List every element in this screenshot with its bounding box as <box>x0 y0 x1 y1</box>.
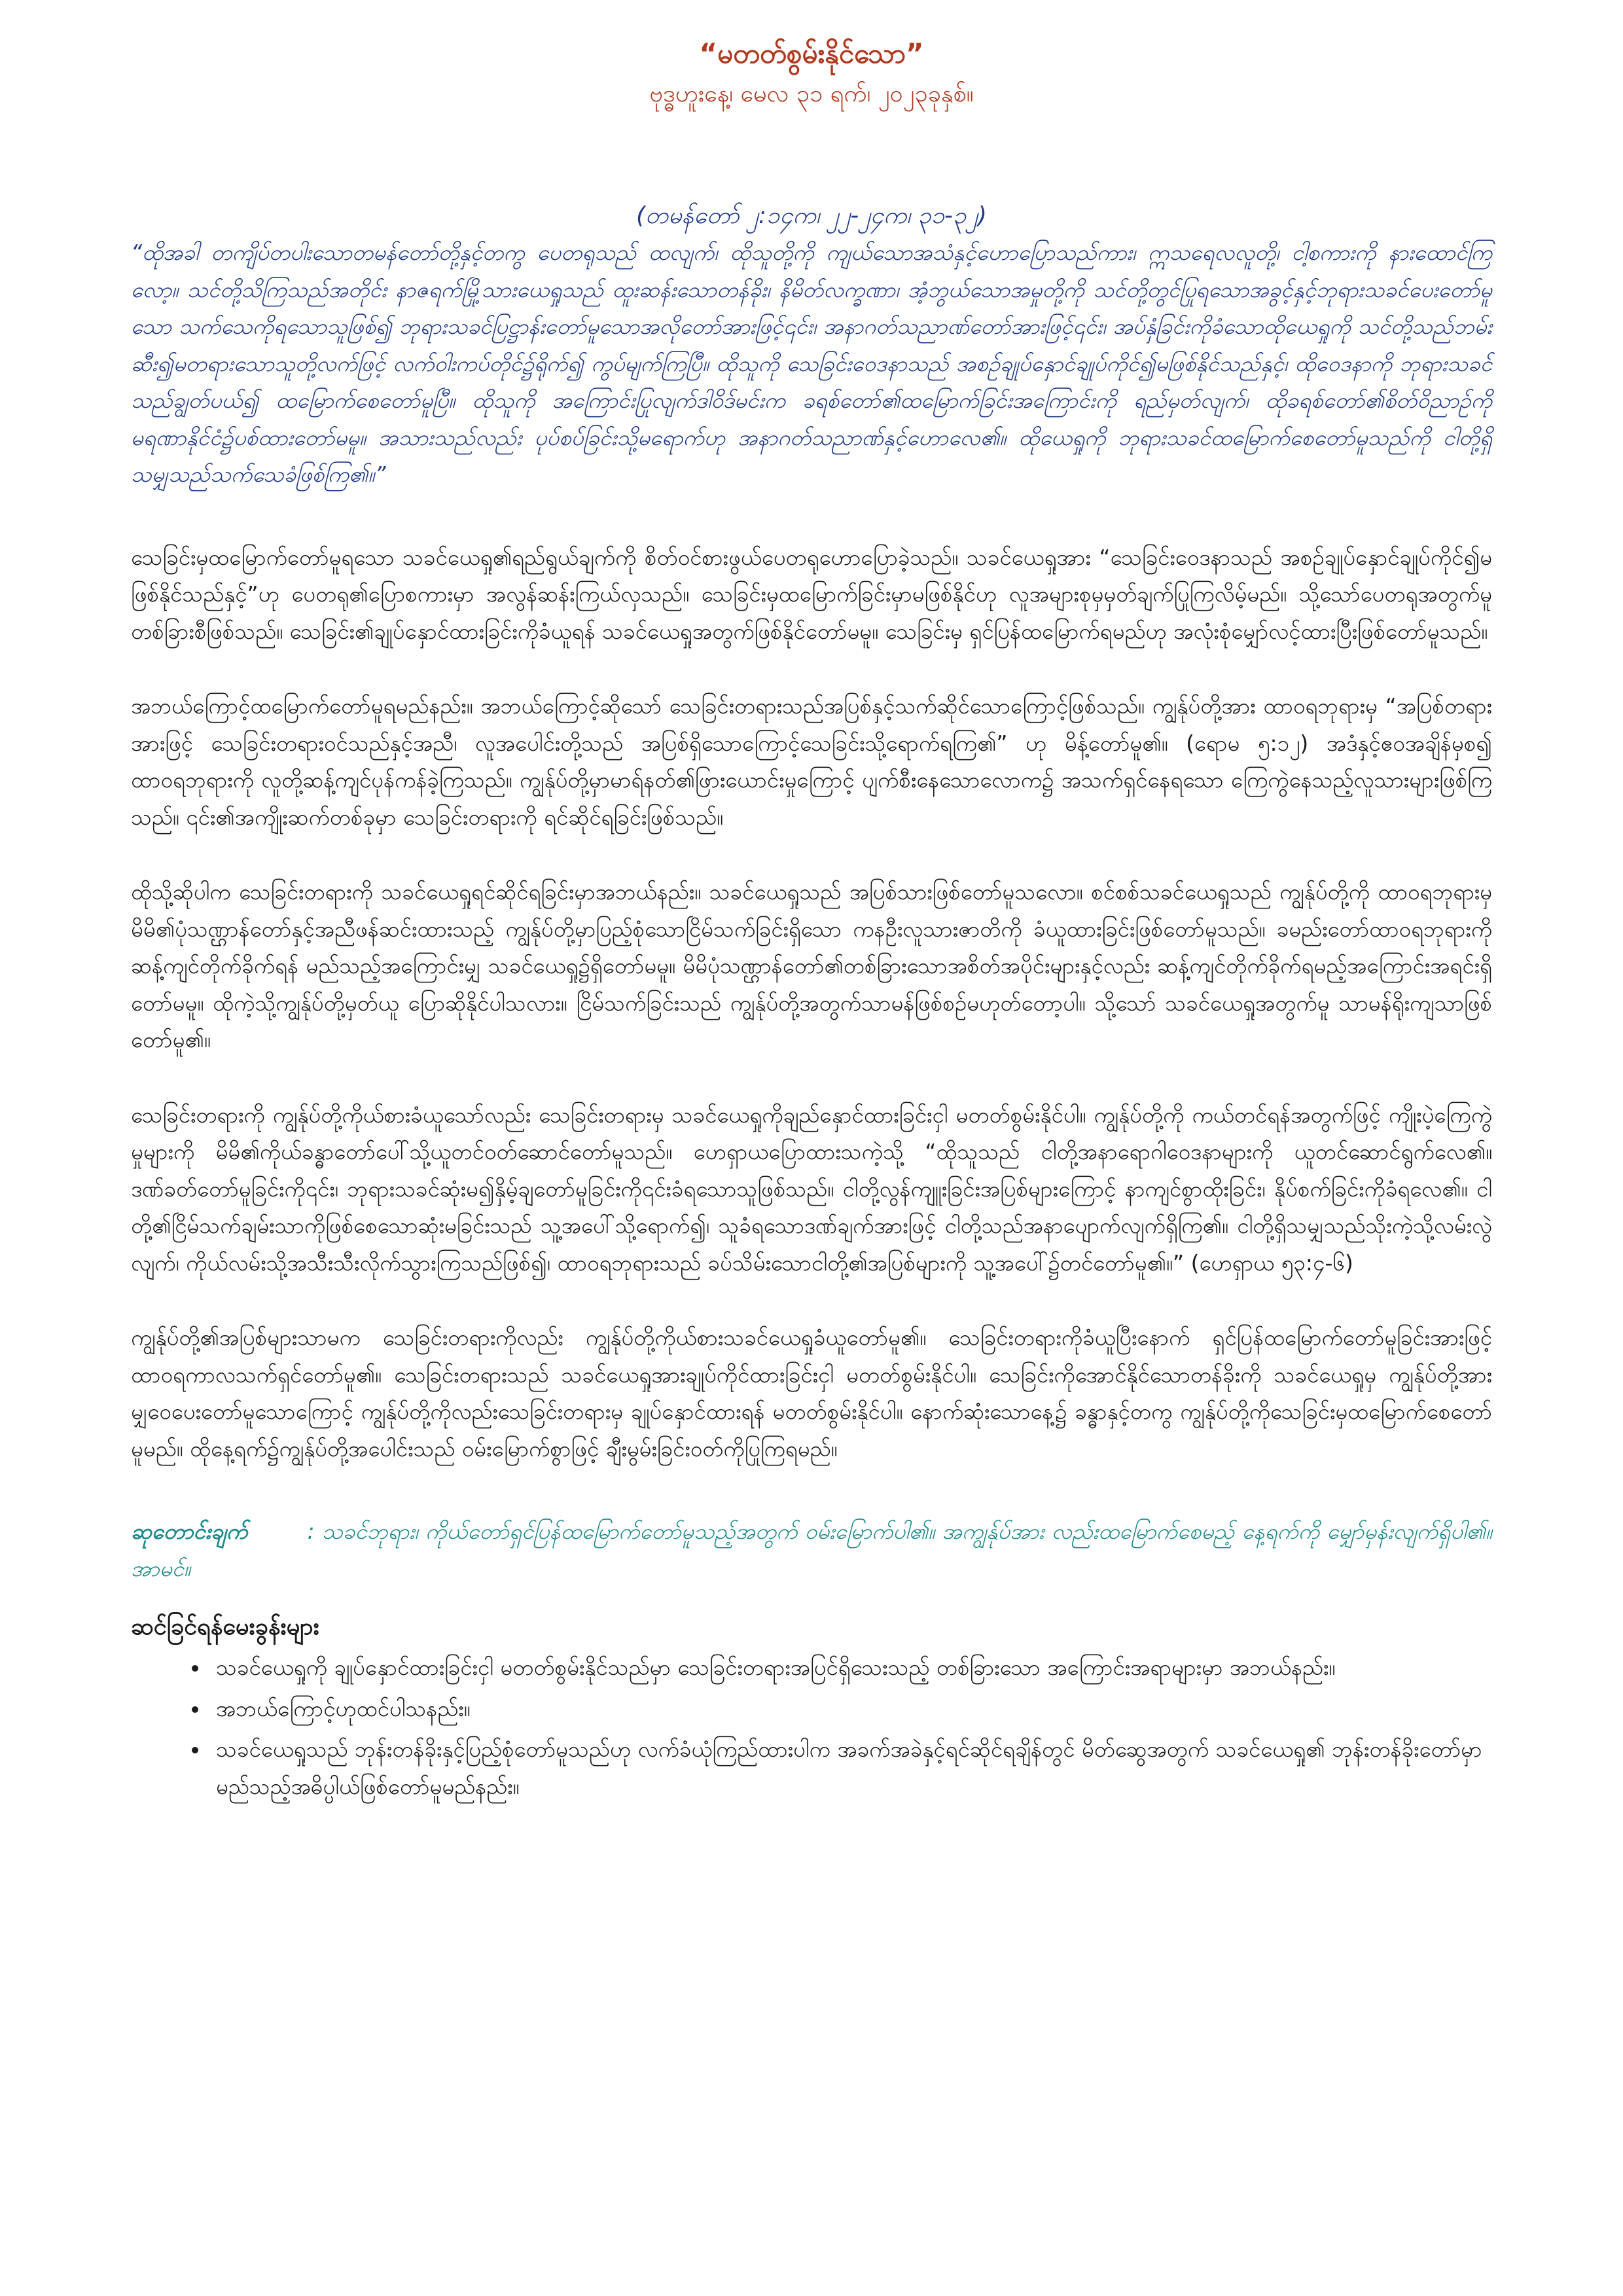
paragraph-1: သေခြင်းမှထမြောက်တော်မူရသော သခင်ယေရှု၏ရည်ရွယ်ချက်ကို စိတ်ဝင်စားဖွယ်ပေတရုဟောပြောခဲ့သည်။ သခင်ယေရှုအား “သေခြင်းဝေဒနာသည် အစဉ်ချုပ်နှောင်ချုပ်ကိုင်၍မဖြစ်နိုင်သည်နှင့်”ဟု ပေတရု၏ပြောစကားမှာ အလွန်ဆန်းကြယ်လှသည်။ သေခြင်းမှထမြောက်ခြင်းမှာမဖြစ်နိုင်ဟု လူအများစုမှမှတ်ချက်ပြုကြလိမ့်မည်။ သို့သော်ပေတရုအတွက်မူ တစ်ခြားစီဖြစ်သည်။ သေခြင်း၏ချုပ်နှောင်ထားခြင်းကိုခံယူရန် သခင်ယေရှုအတွက်ဖြစ်နိုင်တော်မမူ။ သေခြင်းမှ ရှင်ပြန်ထမြောက်ရမည်ဟု အလုံးစုံမျှော်လင့်ထားပြီးဖြစ်တော်မူသည်။ <box>131 544 1492 644</box>
paragraph-5: ကျွန်ုပ်တို့၏အပြစ်များသာမက သေခြင်းတရားကိုလည်း ကျွန်ုပ်တို့ကိုယ်စားသခင်ယေရှုခံယူတော်မူ၏။ သေခြင်းတရားကိုခံယူပြီးနောက် ရှင်ပြန်ထမြောက်တော်မူခြင်းအားဖြင့် ထာဝရကာလသက်ရှင်တော်မူ၏။ သေခြင်းတရားသည် သခင်ယေရှုအားချုပ်ကိုင်ထားခြင်းငှါ မတတ်စွမ်းနိုင်ပါ။ သေခြင်းကိုအောင်နိုင်သောတန်ခိုးကို သခင်ယေရှုမှ ကျွန်ုပ်တို့အားမျှဝေပေးတော်မူသောကြောင့် ကျွန်ုပ်တို့ကိုလည်းသေခြင်းတရားမှ ချုပ်နှောင်ထားရန် မတတ်စွမ်းနိုင်ပါ။ နောက်ဆုံးသောနေ့၌ ခန္ဓာနှင့်တကွ ကျွန်ုပ်တို့ကိုသေခြင်းမှထမြောက်စေတော်မူမည်။ ထိုနေ့ရက်၌ကျွန်ုပ်တို့အပေါင်းသည် ဝမ်းမြောက်စွာဖြင့် ချီးမွမ်းခြင်းဝတ်ကိုပြုကြရမည်။ <box>131 1325 1492 1462</box>
question-item-3: • သခင်ယေရှုသည် ဘုန်းတန်ခိုးနှင့်ပြည့်စုံတော်မူသည်ဟု လက်ခံယုံကြည်ထားပါက အခက်အခဲနှင့်ရင်ဆိုင်ရချိန်တွင် မိတ်ဆွေအတွက် သခင်ယေရှု၏ ဘုန်းတန်ခိုးတော်မှာ မည်သည့်အဓိပ္ပါယ်ဖြစ်တော်မူမည်နည်း။ <box>209 1731 1492 1805</box>
prayer-spacer <box>255 1518 300 1544</box>
prayer-text: : သခင်ဘုရား၊ ကိုယ်တော်ရှင်ပြန်ထမြောက်တော်မူသည့်အတွက် ဝမ်းမြောက်ပါ၏။ အကျွန်ုပ်အား လည်းထမြောက်စေမည့် နေ့ရက်ကို မျှော်မှန်းလျက်ရှိပါ၏။ အာမင်။ <box>131 1518 1492 1581</box>
questions-list <box>131 1649 1492 1805</box>
paragraph-3: ထိုသို့ဆိုပါက သေခြင်းတရားကို သခင်ယေရှုရင်ဆိုင်ရခြင်းမှာအဘယ်နည်း။ သခင်ယေရှုသည် အပြစ်သားဖြစ်တော်မူသလော။ စင်စစ်သခင်ယေရှုသည် ကျွန်ုပ်တို့ကို ထာဝရဘုရားမှ မိမိ၏ပုံသဏ္ဌာန်တော်နှင့်အညီဖန်ဆင်းထားသည့် ကျွန်ုပ်တို့မှာပြည့်စုံသောငြိမ်သက်ခြင်းရှိသော ကနဦးလူသားဇာတိကို ခံယူထားခြင်းဖြစ်တော်မူသည်။ ခမည်းတော်ထာဝရဘုရားကို ဆန့်ကျင်တိုက်ခိုက်ရန် မည်သည့်အကြောင်းမျှ သခင်ယေရှု၌ရှိတော်မမူ။ မိမိပုံသဏ္ဌာန်တော်၏တစ်ခြားသောအစိတ်အပိုင်းများနှင့်လည်း ဆန့်ကျင်တိုက်ခိုက်ရမည့်အကြောင်းအရင်းရှိတော်မမူ။ ထိုကဲ့သို့ကျွန်ုပ်တို့မှတ်ယူ ပြောဆိုနိုင်ပါသလား။ ငြိမ်သက်ခြင်းသည် ကျွန်ုပ်တို့အတွက်သာမန်ဖြစ်စဉ်မဟုတ်တော့ပါ။ သို့သော် သခင်ယေရှုအတွက်မူ သာမန်ရိုးကျသာဖြစ်တော်မူ၏။ <box>131 879 1492 1052</box>
paragraph-4: သေခြင်းတရားကို ကျွန်ုပ်တို့ကိုယ်စားခံယူသော်လည်း သေခြင်းတရားမှ သခင်ယေရှုကိုချည်နှောင်ထားခြင်းငှါ မတတ်စွမ်းနိုင်ပါ။ ကျွန်ုပ်တို့ကို ကယ်တင်ရန်အတွက်ဖြင့် ကျိုးပဲ့ကြေကွဲမှုများကို မိမိ၏ကိုယ်ခန္ဓာတော်ပေါ်သို့ယူတင်ဝတ်ဆောင်တော်မူသည်။ ဟေရှာယပြောထားသကဲ့သို့ “ထိုသူသည် ငါတို့အနာရောဂါဝေဒနာများကို ယူတင်ဆောင်ရွက်လေ၏။ ဒဏ်ခတ်တော်မူခြင်းကို၎င်း၊ ဘုရားသခင်ဆုံးမ၍နှိမ့်ချတော်မူခြင်းကို၎င်းခံရသောသူဖြစ်သည်။ ငါတို့လွန်ကျူးခြင်းအပြစ်များကြောင့် နာကျင်စွာထိုးခြင်း၊ နိုပ်စက်ခြင်းကိုခံရလေ၏။ ငါတို့၏ငြိမ်သက်ချမ်းသာကိုဖြစ်စေသောဆုံးမခြင်းသည် သူ့အပေါ်သို့ရောက်၍၊ သူခံရသောဒဏ်ချက်အားဖြင့် ငါတို့သည်အနာပျောက်လျက်ရှိကြ၏။ ငါတို့ရှိသမျှသည်သိုးကဲ့သို့လမ်းလွဲလျက်၊ ကိုယ်လမ်းသို့အသီးသီးလိုက်သွားကြသည်ဖြစ်၍၊ ထာဝရဘုရားသည် ခပ်သိမ်းသောငါတို့၏အပြစ်များကို သူ့အပေါ်၌တင်တော်မူ၏။” (ဟေရှာယ ၅၃:၄-၆) <box>131 1102 1492 1276</box>
scripture-reference: (တမန်တော် ၂:၁၄က၊ ၂၂-၂၄က၊ ၃၁-၃၂) <box>636 202 987 229</box>
questions-heading: ဆင်ခြင်ရန်မေးခွန်းများ <box>131 1613 319 1640</box>
prayer-label: ဆုတောင်းချက် <box>131 1518 248 1544</box>
question-item-2: • အဘယ်ကြောင့်ဟုထင်ပါသနည်း။ <box>209 1691 1492 1728</box>
question-item-1: • သခင်ယေရှုကို ချုပ်နှောင်ထားခြင်းငှါ မတတ်စွမ်းနိုင်သည်မှာ သေခြင်းတရားအပြင်ရှိသေးသည့် တစ်ခြားသော အကြောင်းအရာများမှာ အဘယ်နည်း။ <box>209 1649 1492 1687</box>
page-title: “မတတ်စွမ်းနိုင်သော” <box>699 37 924 69</box>
scripture-passage: “ထိုအခါ တကျိပ်တပါးသောတမန်တော်တို့နှင့်တကွ ပေတရုသည် ထလျက်၊ ထိုသူတို့ကို ကျယ်သောအသံနှင့်ဟောပြောသည်ကား၊ ဣသရေလလူတို့၊ ငါ့စကားကို နားထောင်ကြလော့။ သင်တို့သိကြသည်အတိုင်း နာဇရက်မြို့သားယေရှုသည် ထူးဆန်းသောတန်ခိုး၊ နိမိတ်လက္ခဏာ၊ အံ့ဘွယ်သောအမှုတို့ကို သင်တို့တွင်ပြုရသောအခွင့်နှင့်ဘုရားသခင်ပေးတော်မူသော သက်သေကိုရသောသူဖြစ်၍ ဘုရားသခင်ပြဋ္ဌာန်းတော်မူသောအလိုတော်အားဖြင့်၎င်း၊ အနာဂတ်သညာဏ်တော်အားဖြင့်၎င်း၊ အပ်နှံခြင်းကိုခံသောထိုယေရှုကို သင်တို့သည်ဘမ်းဆီး၍မတရားသောသူတို့လက်ဖြင့် လက်ဝါးကပ်တိုင်၌ရိုက်၍ ကွပ်မျက်ကြပြီ။ ထိုသူကို သေခြင်းဝေဒနာသည် အစဉ်ချုပ်နှောင်ချုပ်ကိုင်၍မဖြစ်နိုင်သည်နှင့်၊ ထိုဝေဒနာကို ဘုရားသခင်သည်ချွတ်ပယ်၍ ထမြောက်စေတော်မူပြီ။ ထိုသူကို အကြောင်းပြုလျက်ဒါဝိဒ်မင်းက ခရစ်တော်၏ထမြောက်ခြင်းအကြောင်းကို ရည်မှတ်လျက်၊ ထိုခရစ်တော်၏စိတ်ဝိညာဉ်ကို မရဏာနိုင်ငံ၌ပစ်ထားတော်မမူ။ အသားသည်လည်း ပုပ်စပ်ခြင်းသို့မရောက်ဟု အနာဂတ်သညာဏ်နှင့်ဟောလေ၏။ ထိုယေရှုကို ဘုရားသခင်ထမြောက်စေတော်မူသည်ကို ငါတို့ရှိသမျှသည်သက်သေခံဖြစ်ကြ၏။” <box>131 240 1492 487</box>
date-line: ဗုဒ္ဓဟူးနေ့၊ မေလ ၃၁ ရက်၊ ၂၀၂၃ခုနှစ်။ <box>649 81 974 107</box>
paragraph-2: အဘယ်ကြောင့်ထမြောက်တော်မူရမည်နည်း။ အဘယ်ကြောင့်ဆိုသော် သေခြင်းတရားသည်အပြစ်နှင့်သက်ဆိုင်သောကြောင့်ဖြစ်သည်။ ကျွန်ုပ်တို့အား ထာဝရဘုရားမှ “အပြစ်တရားအားဖြင့် သေခြင်းတရားဝင်သည်နှင့်အညီ၊ လူအပေါင်းတို့သည် အပြစ်ရှိသောကြောင့်သေခြင်းသို့ရောက်ရကြ၏” ဟု မိန့်တော်မူ၏။ (ရောမ ၅:၁၂) အဒံနှင့်ဧဝအချိန်မှစ၍ ထာဝရဘုရားကို လူတို့ဆန့်ကျင်ပုန်ကန်ခဲ့ကြသည်။ ကျွန်ုပ်တို့မှာမာရ်နတ်၏ဖြားယောင်းမှုကြောင့် ပျက်စီးနေသောလောက၌ အသက်ရှင်နေရသော ကြေကွဲနေသည့်လူသားများဖြစ်ကြသည်။ ၎င်း၏အကျိုးဆက်တစ်ခုမှာ သေခြင်းတရားကို ရင်ဆိုင်ရခြင်းဖြစ်သည်။ <box>131 693 1492 830</box>
prayer-block <box>131 1513 1492 1587</box>
